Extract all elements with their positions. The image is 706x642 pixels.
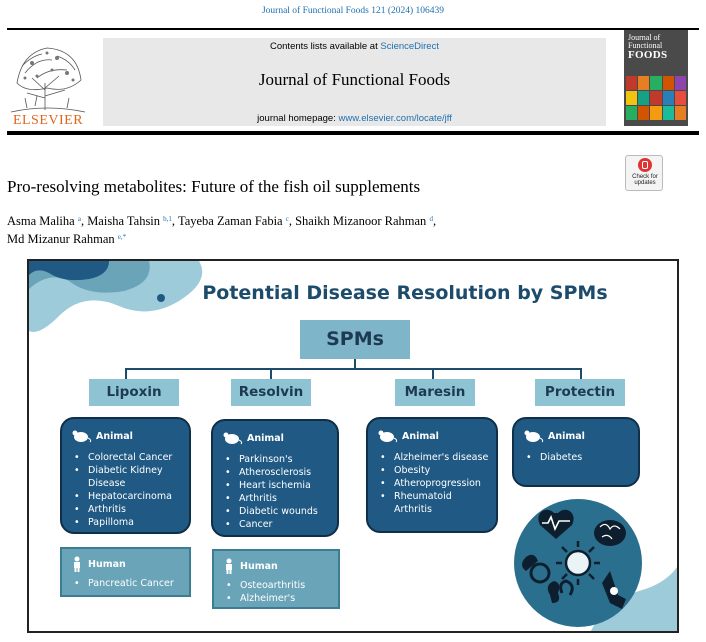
human-label: Human [240,560,278,572]
disease-item: • Rheumatoid Arthritis [380,490,490,516]
card-header [221,431,284,445]
category-protectin: Protectin [535,379,625,406]
author-name[interactable]: Asma Maliha [7,214,75,228]
disease-item: • Obesity [380,464,490,477]
journal-masthead [103,38,606,126]
sciencedirect-link[interactable]: ScienceDirect [380,41,439,52]
author-affiliation[interactable]: a [77,215,81,223]
disease-item: • Parkinson's [225,453,318,466]
disease-item: • Atherosclerosis [225,466,318,479]
virus-icon [566,551,590,575]
category-maresin: Maresin [395,379,475,406]
card-header [222,558,278,574]
elsevier-wordmark: ELSEVIER [12,113,84,128]
lipoxin-animal-card [60,417,191,534]
author-name[interactable]: Tayeba Zaman Fabia [177,214,283,228]
cover-image-mosaic [626,76,686,120]
check-for-updates-label [626,174,664,187]
human-label: Human [88,558,126,570]
animal-label: Animal [247,432,284,444]
author-affiliation[interactable]: c [285,215,289,223]
card-header [70,556,126,572]
animal-label: Animal [96,430,133,442]
disease-item: • Alzheimer's disease [380,451,490,464]
disease-item: • Papilloma [74,516,184,529]
disease-list [526,451,582,464]
joint-icon [602,571,626,609]
resolvin-animal-card [211,419,339,537]
protectin-animal-card [512,417,640,487]
maresin-animal-card [366,417,498,533]
author-name[interactable]: Md Mizanur Rahman [7,232,115,246]
disease-item: • Arthritis [225,492,318,505]
disease-list [74,577,174,590]
author-affiliation[interactable]: b,1 [163,215,172,223]
lipoxin-human-card [60,547,191,597]
category-resolvin: Resolvin [231,379,311,406]
animal-label: Animal [548,430,585,442]
author-affiliation[interactable]: e,* [117,233,127,241]
connector-line [125,368,581,370]
human-figure-icon [222,558,236,574]
homepage-prefix: journal homepage: [257,113,339,124]
disease-item: • Arthritis [74,503,184,516]
disease-list [226,579,305,605]
cover-title-line2: Functional [628,41,663,50]
disease-item: • Hepatocarcinoma [74,490,184,503]
figure-title: Potential Disease Resolution by SPMs [202,282,608,304]
header-rule-thick [7,131,699,135]
kidney-icon [548,581,573,603]
health-icons-cluster [514,499,642,627]
card-header [376,429,439,443]
disease-item: • Heart ischemia [225,479,318,492]
disease-item: • Diabetes [526,451,582,464]
disease-item: • Diabetic wounds [225,505,318,518]
author-list: Asma Maliha $^a$, Maisha Tahsin $^{b,1}$, Tayeba Zaman Fabia $^c$, Shaikh Mizanoor Rahman $^d$, Md Mizanur Rahman $^{e,*}$ [7,214,437,246]
brain-icon [594,520,626,546]
disease-item: • Pancreatic Cancer [74,577,174,590]
disease-list [380,451,490,516]
header-rule [7,28,699,30]
disease-item: • Atheroprogression [380,477,490,490]
disease-list [225,453,318,531]
card-header [70,429,133,443]
connector-line [270,368,272,379]
human-figure-icon [70,556,84,572]
homepage-link[interactable]: www.elsevier.com/locate/jff [338,113,452,124]
journal-homepage-line [103,113,606,124]
rat-icon [376,429,398,443]
health-icons-circle [514,499,642,627]
cover-title-line1: Journal of [628,33,661,42]
spms-hub-box: SPMs [300,320,410,359]
pill-icon [522,555,549,582]
disease-item: • Colorectal Cancer [74,451,184,464]
check-updates-line2: updates [634,180,656,187]
contents-prefix: Contents lists available at [270,41,381,52]
cover-title [628,34,686,61]
author-affiliation[interactable]: d [429,215,433,223]
disease-item: • Cancer [225,518,318,531]
rat-icon [221,431,243,445]
resolvin-human-card [212,549,340,609]
cover-title-line3: FOODS [628,49,668,61]
journal-cover-thumbnail[interactable] [624,30,688,126]
crossmark-icon [638,158,652,172]
disease-item: • Osteoarthritis [226,579,305,592]
check-updates-line1: Check for [632,174,658,180]
author-name[interactable]: Maisha Tahsin [87,214,161,228]
connector-line [432,368,434,379]
author-name[interactable]: Shaikh Mizanoor Rahman [295,214,427,228]
check-for-updates-button[interactable] [625,155,663,191]
disease-list [74,451,184,529]
rat-icon [522,429,544,443]
disease-item: • Alzheimer's [226,592,305,605]
animal-label: Animal [402,430,439,442]
disease-item: • Diabetic Kidney Disease [74,464,184,490]
contents-available-line [103,41,606,52]
connector-line [125,368,127,379]
journal-citation[interactable]: Journal of Functional Foods 121 (2024) 106439 [261,6,445,16]
card-header [522,429,585,443]
journal-title: Journal of Functional Foods [258,70,451,89]
heart-icon [538,510,573,539]
connector-line [580,368,582,379]
graphical-abstract [27,259,679,633]
article-title: Pro-resolving metabolites: Future of the fish oil supplements [7,177,421,196]
category-lipoxin: Lipoxin [89,379,179,406]
rat-icon [70,429,92,443]
